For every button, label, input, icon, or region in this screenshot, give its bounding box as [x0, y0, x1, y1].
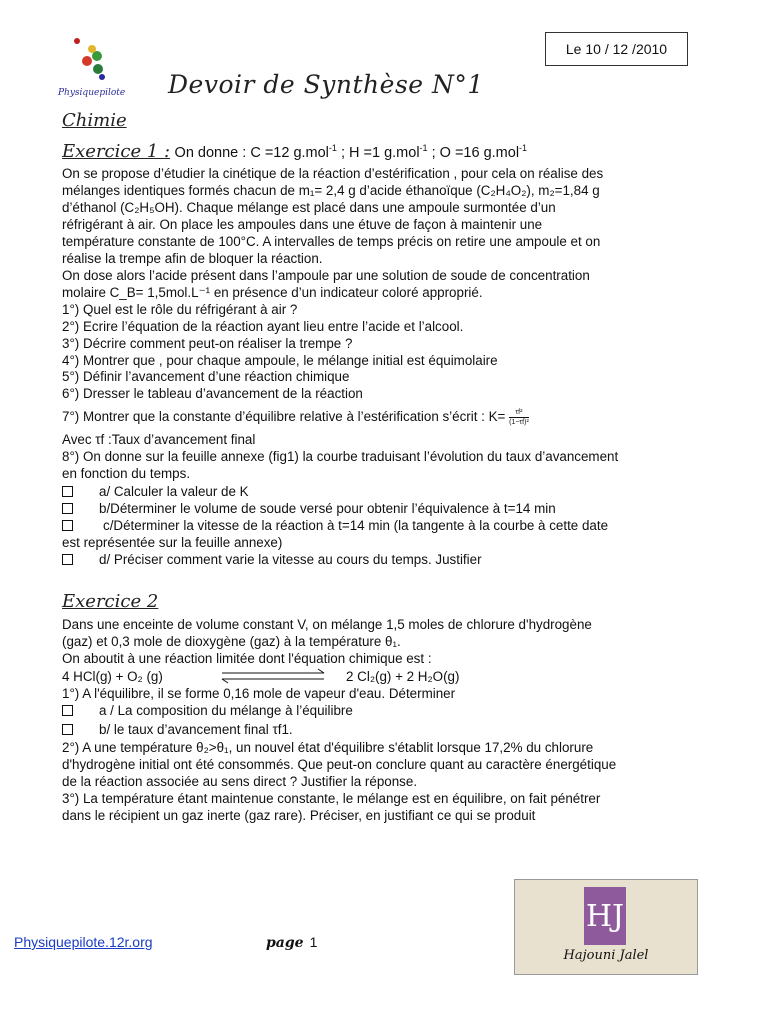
question-3: 3°) Décrire comment peut-on réaliser la trempe ? [62, 336, 353, 351]
date-box: Le 10 / 12 /2010 [545, 32, 688, 66]
checkbox-icon [62, 486, 73, 497]
sub-item-c: c/Déterminer la vitesse de la réaction à t=14 min (la tangente à la courbe à cette date [62, 518, 608, 533]
ex2-question-3: 3°) La température étant maintenue constante, le mélange est en équilibre, on fait pénétrer [62, 791, 601, 806]
atom-logo-icon [30, 14, 142, 94]
signature-name: Hajouni Jalel [563, 948, 649, 963]
signature-box [514, 879, 698, 975]
ex2-sub-item-a: a / La composition du mélange à l’équilibre [62, 703, 353, 718]
ex1-line: molaire C_B= 1,5mol.L⁻¹ en présence d’un indicateur coloré approprié. [62, 285, 483, 300]
page-title: Devoir de Synthèse N°1 [168, 70, 484, 99]
monogram-icon: HJ [584, 887, 626, 945]
question-7: 7°) Montrer que la constante d’équilibre relative à l’estérification s’écrit : K= $\frac{\text{τf²}}{\text{(1−τf)²}}$ [62, 409, 529, 426]
question-6: 6°) Dresser le tableau d’avancement de la réaction [62, 386, 363, 401]
question-2: 2°) Ecrire l’équation de la réaction ayant lieu entre l’acide et l’alcool. [62, 319, 464, 334]
sub-item-b: b/Déterminer le volume de soude versé pour obtenir l’équivalence à t=14 min [62, 501, 556, 516]
footer-link[interactable]: Physiquepilote.12r.org [14, 934, 153, 950]
k-formula: $\frac{\text{τf²}}{\text{(1−τf)²}}$ [509, 409, 529, 426]
exercise1-title: Exercice 1 : [62, 141, 171, 162]
equation-left: 4 HCl(g) + O₂ (g) [62, 669, 163, 684]
sub-item-c-cont: est représentée sur la feuille annexe) [62, 535, 283, 550]
ex2-line: Dans une enceinte de volume constant V, on mélange 1,5 moles de chlorure d'hydrogène [62, 617, 592, 632]
ex1-line: d’éthanol (C₂H₅OH). Chaque mélange est placé dans une ampoule surmontée d’un [62, 200, 556, 215]
ex1-line: On dose alors l’acide présent dans l’ampoule par une solution de soude de concentration [62, 268, 590, 283]
checkbox-icon [62, 503, 73, 514]
ex2-question-1: 1°) A l'équilibre, il se forme 0,16 mole de vapeur d'eau. Déterminer [62, 686, 456, 701]
exercise1-header [62, 141, 527, 162]
ex1-line: réfrigérant à air. On place les ampoules dans une étuve de façon à maintenir une [62, 217, 543, 232]
checkbox-icon [62, 724, 73, 735]
question-5: 5°) Définir l’avancement d’une réaction chimique [62, 369, 350, 384]
avec-definition: Avec τf :Taux d’avancement final [62, 432, 256, 447]
ex1-line: mélanges identiques formés chacun de m₁= 2,4 g d’acide éthanoïque (C₂H₄O₂), m₂=1,84 g [62, 183, 600, 198]
checkbox-icon [62, 554, 73, 565]
ex2-question-3-cont: dans le récipient un gaz inerte (gaz rare). Préciser, en justifiant ce qui se produit [62, 808, 536, 823]
ex2-sub-item-b: b/ le taux d’avancement final τf1. [62, 722, 293, 737]
equilibrium-arrow-icon [218, 668, 330, 684]
section-title: Chimie [62, 110, 127, 131]
ex2-question-2: 2°) A une température θ₂>θ₁, un nouvel état d'équilibre s'établit lorsque 17,2% du chlorure [62, 740, 594, 755]
logo-text: Physiquepilote [58, 88, 126, 98]
ex1-line: réalise la trempe afin de bloquer la réaction. [62, 251, 323, 266]
question-4: 4°) Montrer que , pour chaque ampoule, le mélange initial est équimolaire [62, 353, 498, 368]
checkbox-icon [62, 705, 73, 716]
sub-item-d: d/ Préciser comment varie la vitesse au cours du temps. Justifier [62, 552, 482, 567]
ex2-question-2-cont: de la réaction associée au sens direct ? Justifier la réponse. [62, 774, 418, 789]
exercise2-title: Exercice 2 [62, 591, 159, 612]
sub-item-a: a/ Calculer la valeur de K [62, 484, 249, 499]
checkbox-icon [62, 520, 73, 531]
page-number: page 1 [266, 934, 318, 951]
ex1-line: On se propose d’étudier la cinétique de la réaction d’estérification , pour cela on réalise des [62, 166, 604, 181]
question-8-cont: en fonction du temps. [62, 466, 191, 481]
exercise1-given: On donne : C =12 g.mol$^{-1}$ ; H =1 g.mol$^{-1}$ ; O =16 g.mol$^{-1}$ [174, 143, 528, 161]
question-1: 1°) Quel est le rôle du réfrigérant à air ? [62, 302, 298, 317]
ex2-line: On aboutit à une réaction limitée dont l'équation chimique est : [62, 651, 432, 666]
question-8: 8°) On donne sur la feuille annexe (fig1) la courbe traduisant l’évolution du taux d’avancement [62, 449, 619, 464]
ex2-line: (gaz) et 0,3 mole de dioxygène (gaz) à la température θ₁. [62, 634, 401, 649]
ex2-question-2-cont: d'hydrogène initial ont été consommés. Que peut-on conclure quant au caractère énergétique [62, 757, 617, 772]
ex1-line: température constante de 100°C. A intervalles de temps précis on retire une ampoule et on [62, 234, 601, 249]
equation-right: 2 Cl₂(g) + 2 H₂O(g) [346, 669, 460, 684]
